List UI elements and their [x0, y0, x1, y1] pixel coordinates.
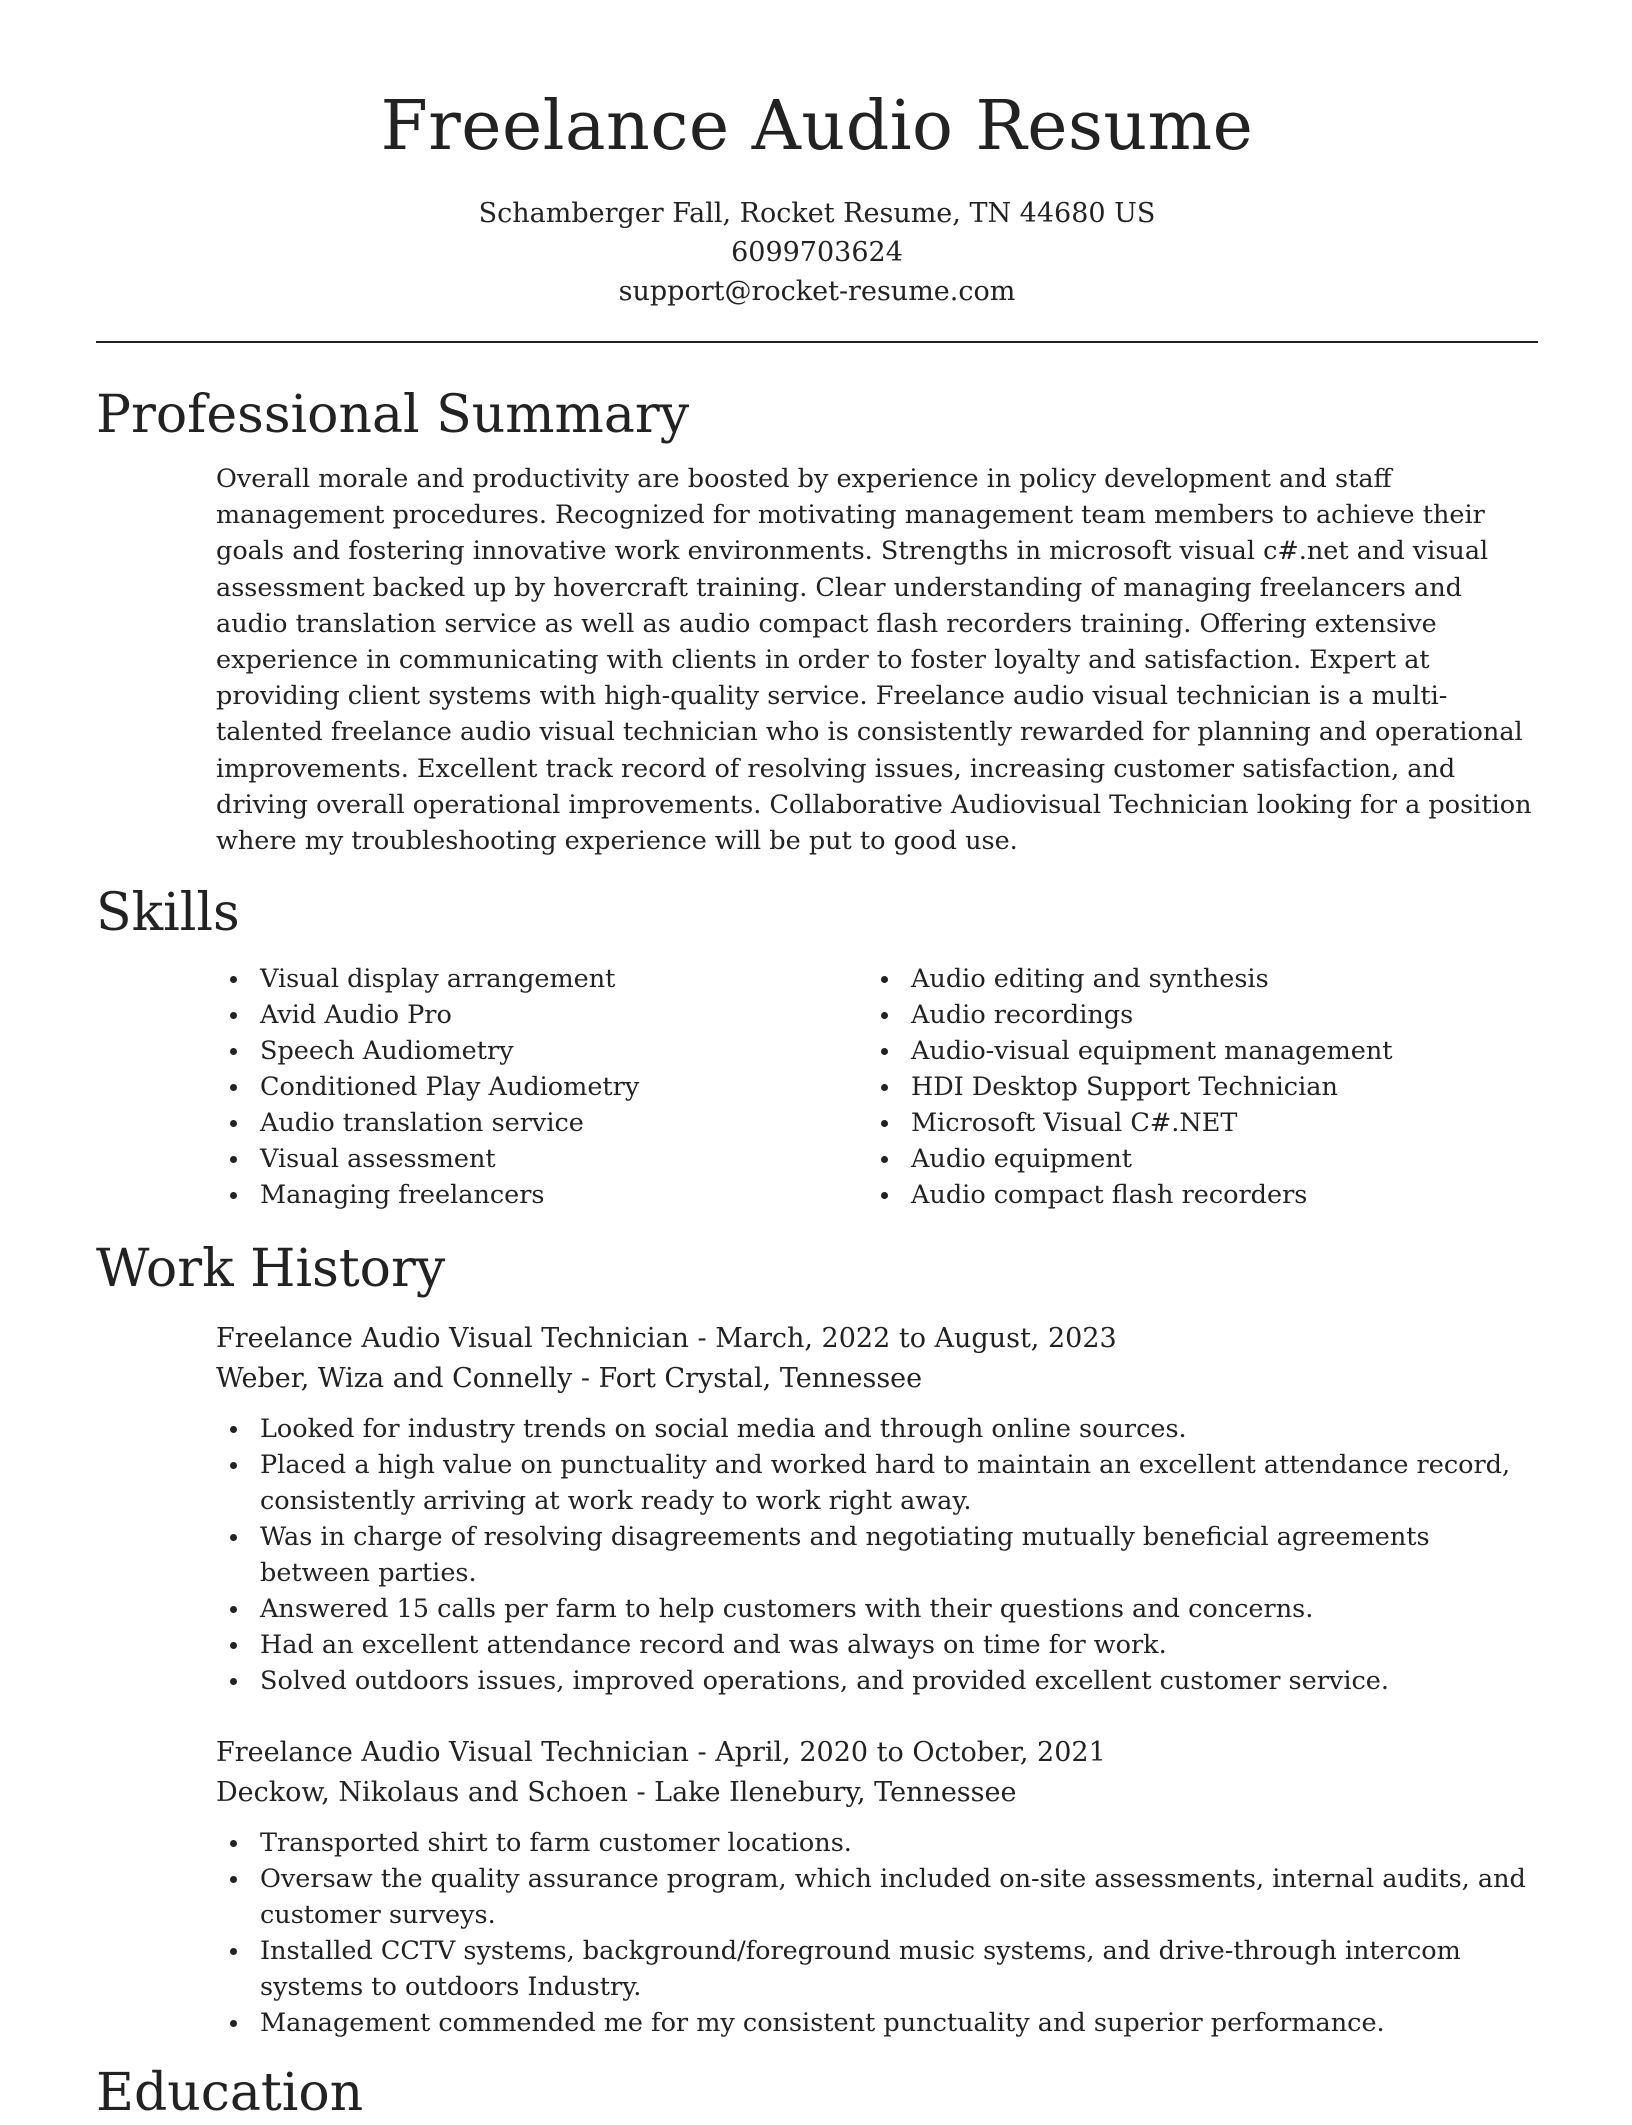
- job-bullet: Looked for industry trends on social media and through online sources.: [216, 1411, 1546, 1447]
- job-bullet: Oversaw the quality assurance program, which included on-site assessments, internal audits, and customer surveys.: [216, 1861, 1546, 1933]
- skill-item: Conditioned Play Audiometry: [216, 1069, 867, 1105]
- work-history-heading: Work History: [96, 1239, 446, 1300]
- skill-item: Audio compact flash recorders: [867, 1177, 1518, 1213]
- skill-item: Visual assessment: [216, 1141, 867, 1177]
- skill-item: Speech Audiometry: [216, 1033, 867, 1069]
- contact-email: support@rocket-resume.com: [618, 276, 1016, 307]
- skills-columns: [216, 961, 1538, 1213]
- skill-item: Avid Audio Pro: [216, 997, 867, 1033]
- job-bullet: Placed a high value on punctuality and worked hard to maintain an excellent attendance record, consistently arriving at work ready to work right away.: [216, 1447, 1546, 1519]
- skill-item: Audio recordings: [867, 997, 1518, 1033]
- skills-heading: Skills: [96, 883, 240, 944]
- resume-page: [96, 0, 1538, 2125]
- education-heading: Education: [96, 2063, 364, 2124]
- job-entry: [216, 1319, 1538, 1699]
- job-bullets: [216, 1825, 1546, 2041]
- skill-item: Audio translation service: [216, 1105, 867, 1141]
- summary-text: Overall morale and productivity are boosted by experience in policy development and staff management procedures. Recognized for motivating management team members to achieve their goals and fostering innovative work environments. Strengths in microsoft visual c#.net and visual assessment backed up by hovercraft training. Clear understanding of managing freelancers and audio translation service as well as audio compact flash recorders training. Offering extensive experience in communicating with clients in order to foster loyalty and satisfaction. Expert at providing client systems with high-quality service. Freelance audio visual technician is a multi-talented freelance audio visual technician who is consistently rewarded for planning and operational improvements. Excellent track record of resolving issues, increasing customer satisfaction, and driving overall operational improvements. Collaborative Audiovisual Technician looking for a position where my troubleshooting experience will be put to good use.: [216, 464, 1532, 857]
- job-company-line: Deckow, Nikolaus and Schoen - Lake Ilenebury, Tennessee: [216, 1777, 1017, 1809]
- contact-block: [96, 194, 1538, 311]
- skill-item: Audio editing and synthesis: [867, 961, 1518, 997]
- job-bullets: [216, 1411, 1546, 1699]
- resume-title: Freelance Audio Resume: [380, 87, 1254, 166]
- skill-item: Managing freelancers: [216, 1177, 867, 1213]
- skills-column-left: [216, 961, 867, 1213]
- skills-column-right: [867, 961, 1518, 1213]
- header-divider: [96, 341, 1538, 343]
- contact-address: Schamberger Fall, Rocket Resume, TN 44680 US: [478, 198, 1156, 229]
- skill-item: Visual display arrangement: [216, 961, 867, 997]
- job-company-line: Weber, Wiza and Connelly - Fort Crystal, Tennessee: [216, 1363, 923, 1395]
- contact-phone: 6099703624: [731, 237, 903, 268]
- skill-item: Audio-visual equipment management: [867, 1033, 1518, 1069]
- skill-item: Audio equipment: [867, 1141, 1518, 1177]
- skill-item: HDI Desktop Support Technician: [867, 1069, 1518, 1105]
- job-bullet: Transported shirt to farm customer locations.: [216, 1825, 1546, 1861]
- job-title-line: Freelance Audio Visual Technician - March, 2022 to August, 2023: [216, 1323, 1117, 1355]
- job-bullet: Answered 15 calls per farm to help customers with their questions and concerns.: [216, 1591, 1546, 1627]
- job-bullet: Had an excellent attendance record and was always on time for work.: [216, 1627, 1546, 1663]
- skill-item: Microsoft Visual C#.NET: [867, 1105, 1518, 1141]
- job-entry: [216, 1733, 1538, 2041]
- job-bullet: Solved outdoors issues, improved operations, and provided excellent customer service.: [216, 1663, 1546, 1699]
- summary-heading: Professional Summary: [96, 385, 690, 445]
- job-bullet: Management commended me for my consistent punctuality and superior performance.: [216, 2005, 1546, 2041]
- job-title-line: Freelance Audio Visual Technician - April, 2020 to October, 2021: [216, 1737, 1106, 1769]
- job-bullet: Installed CCTV systems, background/foreground music systems, and drive-through intercom systems to outdoors Industry.: [216, 1933, 1546, 2005]
- job-bullet: Was in charge of resolving disagreements and negotiating mutually beneficial agreements between parties.: [216, 1519, 1546, 1591]
